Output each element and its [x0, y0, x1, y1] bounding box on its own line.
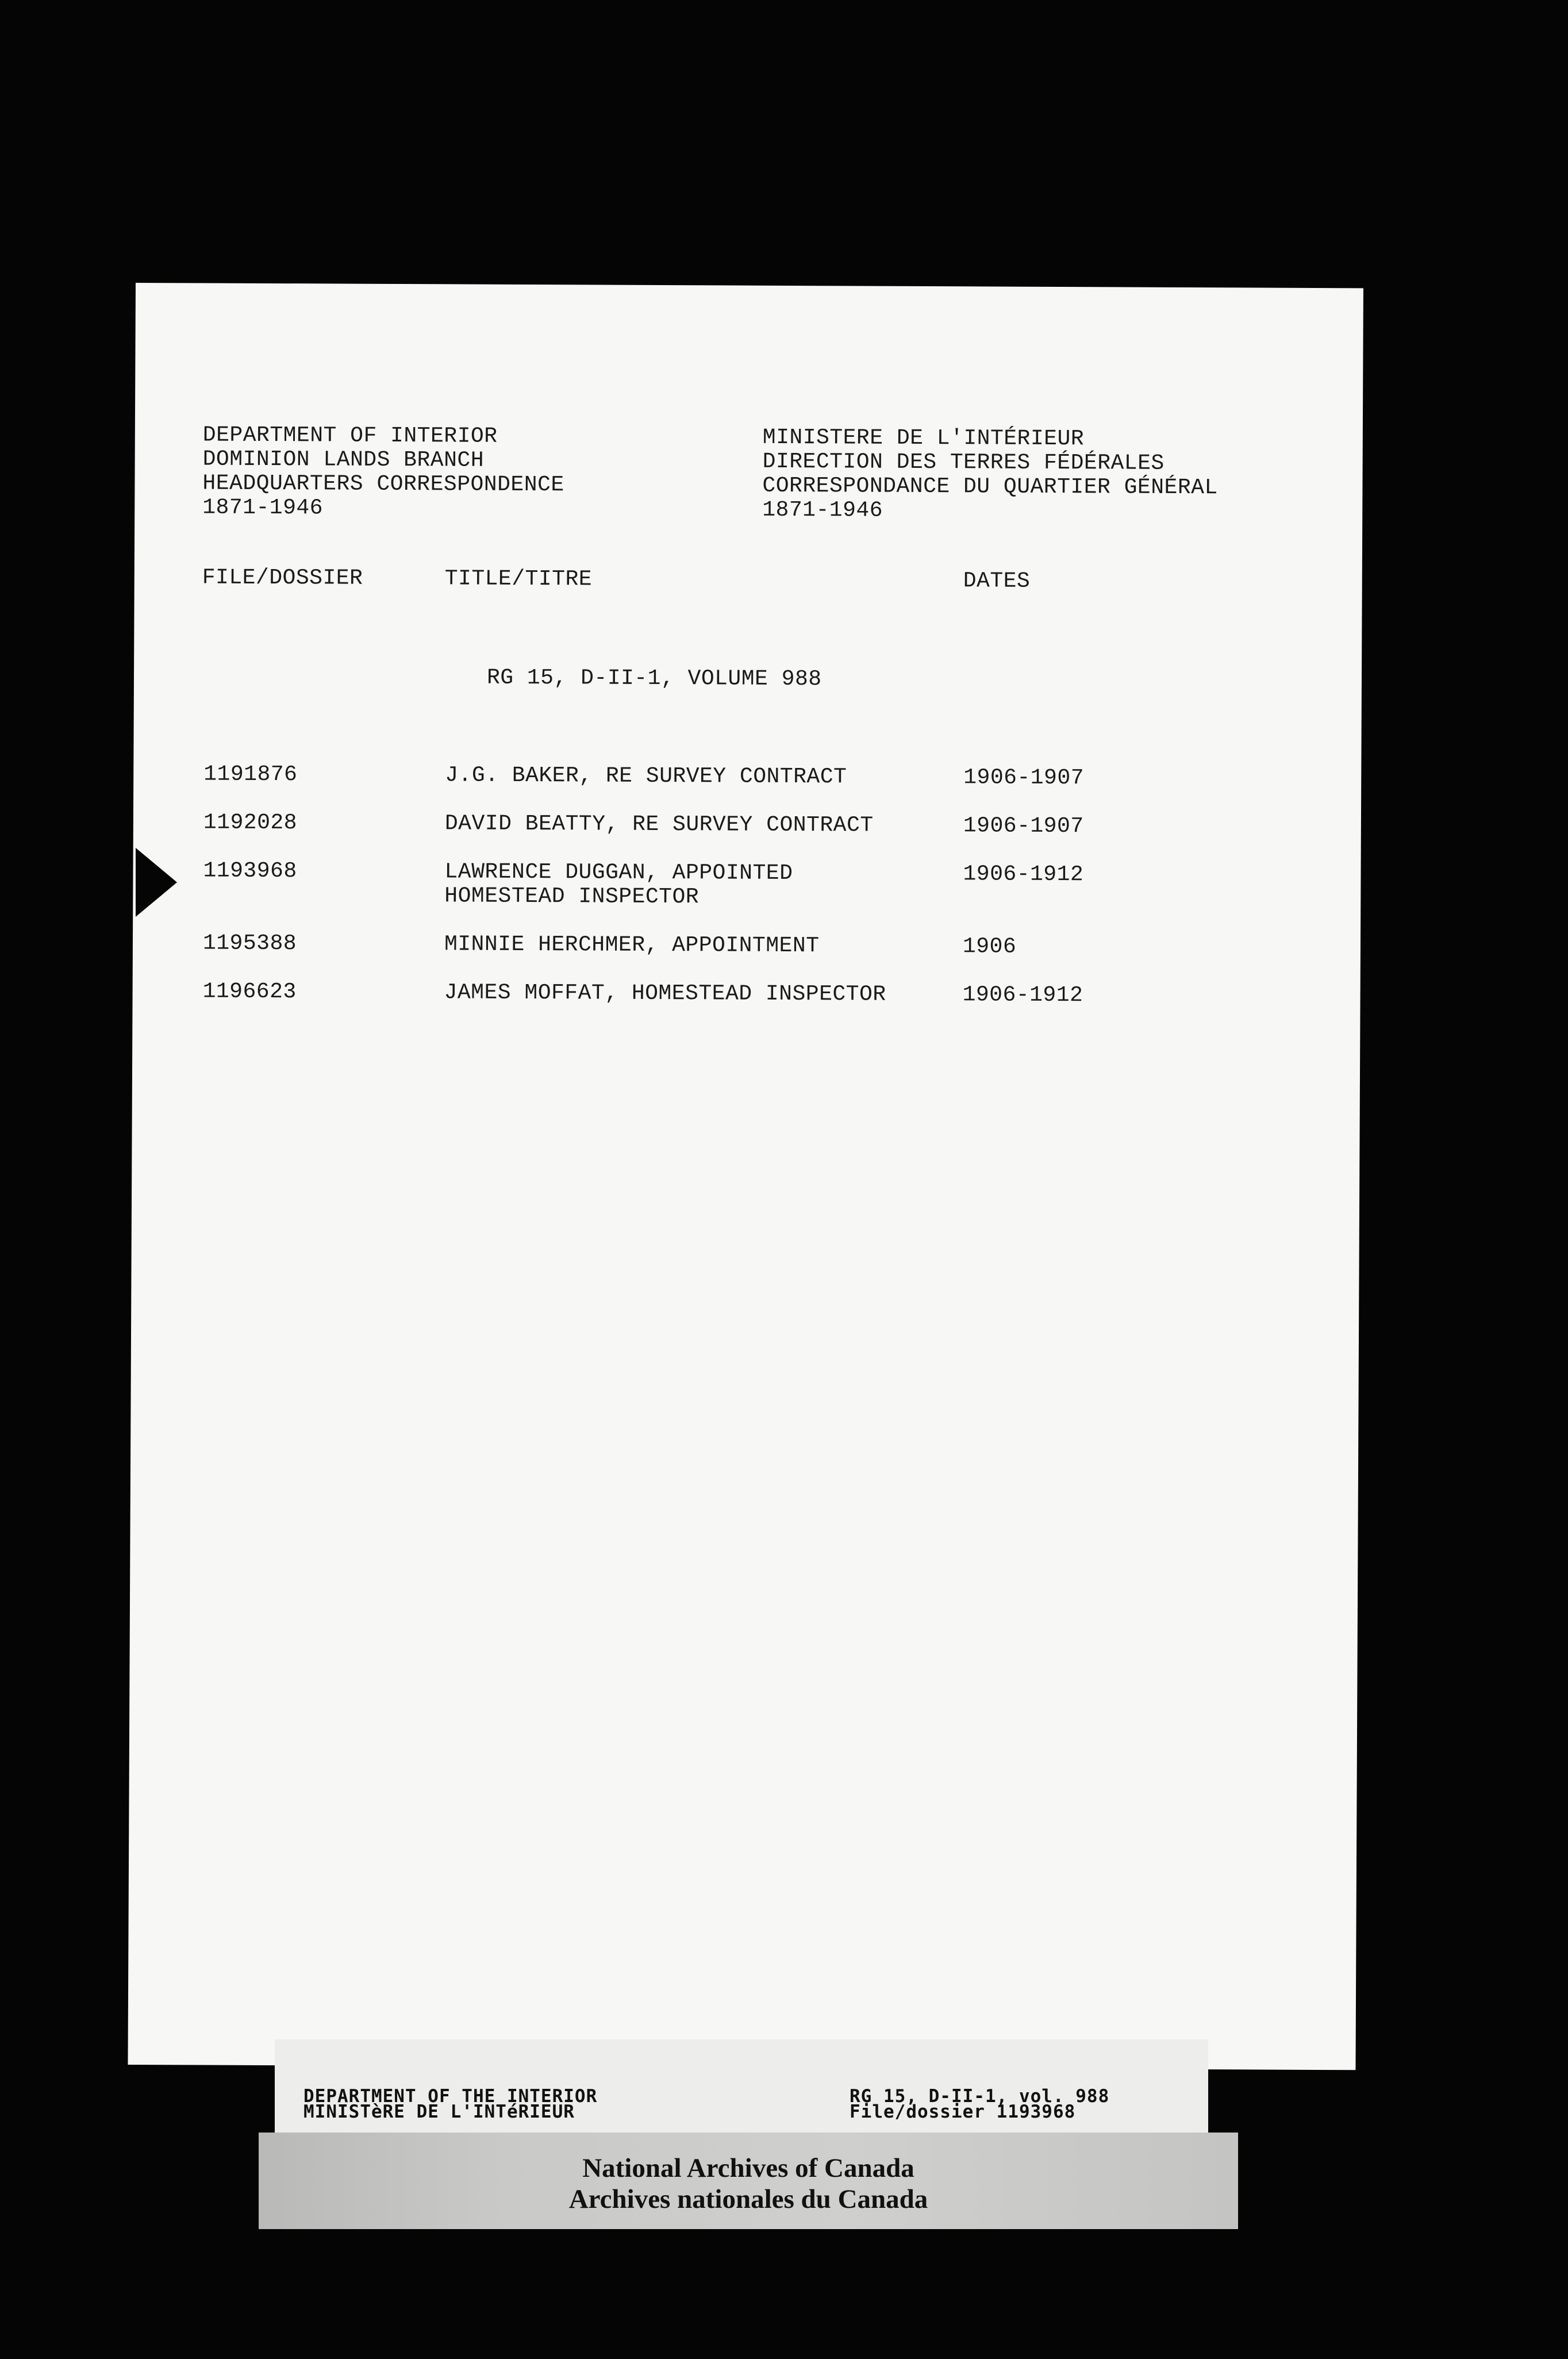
row-dates: 1906-1912: [963, 862, 1084, 887]
column-title: TITLE/TITRE: [444, 566, 593, 592]
row-title: MINNIE HERCHMER, APPOINTMENT: [444, 932, 820, 959]
label-line: RG 15, D-II-1, vol. 988: [850, 2086, 1110, 2107]
row-file: 1195388: [202, 931, 297, 956]
label-line: DEPARTMENT OF THE INTERIOR: [303, 2086, 598, 2107]
header-line: DEPARTMENT OF INTERIOR: [202, 422, 498, 449]
label-department: [303, 2088, 597, 2121]
row-title: JAMES MOFFAT, HOMESTEAD INSPECTOR: [444, 980, 886, 1007]
row-title-continued: HOMESTEAD INSPECTOR: [444, 883, 700, 910]
label-line: MINISTèRE DE L'INTéRIEUR: [303, 2101, 575, 2122]
row-file: 1191876: [203, 762, 298, 787]
volume-reference: RG 15, D-II-1, VOLUME 988: [486, 665, 822, 692]
label-reference: [850, 2088, 1109, 2121]
row-file: 1192028: [203, 810, 298, 836]
row-title: J.G. BAKER, RE SURVEY CONTRACT: [445, 763, 847, 790]
row-title: DAVID BEATTY, RE SURVEY CONTRACT: [444, 811, 874, 838]
row-dates: 1906: [962, 934, 1017, 959]
row-dates: 1906-1907: [963, 813, 1084, 839]
header-line: 1871-1946: [202, 495, 324, 521]
header-line: MINISTERE DE L'INTÉRIEUR: [762, 425, 1085, 452]
row-title: LAWRENCE DUGGAN, APPOINTED: [444, 859, 793, 886]
header-french: [762, 426, 1218, 524]
header-line: 1871-1946: [762, 497, 883, 523]
row-dates: 1906-1907: [963, 765, 1085, 791]
row-dates: 1906-1912: [962, 982, 1083, 1008]
label-line: File/dossier 1193968: [850, 2101, 1076, 2122]
document-page: [128, 283, 1363, 2070]
header-line: CORRESPONDANCE DU QUARTIER GÉNÉRAL: [762, 473, 1218, 501]
header-english: [202, 424, 564, 522]
header-line: DOMINION LANDS BRANCH: [202, 447, 485, 473]
header-line: HEADQUARTERS CORRESPONDENCE: [202, 471, 564, 498]
banner-english: National Archives of Canada: [582, 2153, 914, 2183]
banner-french: Archives nationales du Canada: [568, 2184, 928, 2214]
header-line: DIRECTION DES TERRES FÉDÉRALES: [762, 449, 1165, 476]
archives-banner: [259, 2133, 1238, 2229]
column-file: FILE/DOSSIER: [202, 565, 363, 591]
column-dates: DATES: [963, 568, 1031, 594]
row-file: 1193968: [203, 858, 297, 884]
row-file: 1196623: [202, 979, 297, 1005]
archive-label: [275, 2039, 1208, 2136]
